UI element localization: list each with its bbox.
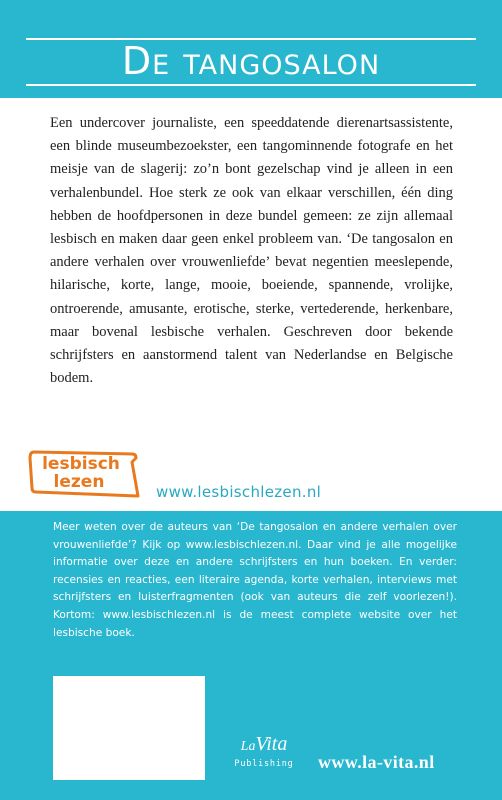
la-vita-wordmark bbox=[228, 733, 300, 758]
logo-line-2: lezen bbox=[53, 472, 105, 492]
barcode-area bbox=[53, 676, 205, 780]
logo-line-1: lesbisch bbox=[42, 454, 120, 474]
la-vita-vita: Vita bbox=[255, 733, 288, 755]
lesbisch-lezen-logo bbox=[28, 448, 146, 500]
website-link[interactable]: www.lesbischlezen.nl bbox=[156, 483, 322, 501]
info-text: Meer weten over de auteurs van ‘De tangosalon en andere verhalen over vrouwenliefde’? Kijk op www.lesbischlezen.nl. Daar vind je alle mogelijke informatie over deze en andere schrijfsters en hun boeken. En verder: recensies en reacties, een literaire agenda, korte verhalen, interviews met schrijfsters en luisterfragmenten (ook van auteurs die zelf voorlezen!). Kortom: www.lesbischlezen.nl is de meest complete website over het lesbische boek. bbox=[53, 521, 457, 639]
la-vita-publishing-logo bbox=[228, 733, 300, 775]
title-rule-bottom bbox=[26, 84, 476, 86]
book-title: De tangosalon bbox=[121, 39, 381, 83]
book-blurb: Een undercover journaliste, een speeddatende dierenartsassistente, een blinde museumbezoekster, een tangominnende fotografe en het meisje van de slagerij: zo’n bont gezelschap vind je alleen in een verhalenbundel. Hoe sterk ze ook van elkaar verschillen, één ding hebben de hoofdpersonen in deze bundel gemeen: ze zijn allemaal lesbisch en maken daar geen enkel probleem van. ‘De tangosalon en andere verhalen over vrouwenliefde’ bevat negentien meeslepende, hilarische, korte, lange, mooie, boeiende, spannende, vrolijke, ontroerende, amusante, erotische, sterke, vertederende, herkenbare, maar bovenal lesbische verhalen. Geschreven door bekende schrijfsters en aanstormend talent van Nederlandse en Belgische bodem. bbox=[50, 115, 453, 387]
la-vita-publishing-label: Publishing bbox=[234, 759, 294, 769]
la-vita-la: La bbox=[240, 739, 256, 754]
publisher-website-link[interactable]: www.la-vita.nl bbox=[318, 752, 435, 772]
